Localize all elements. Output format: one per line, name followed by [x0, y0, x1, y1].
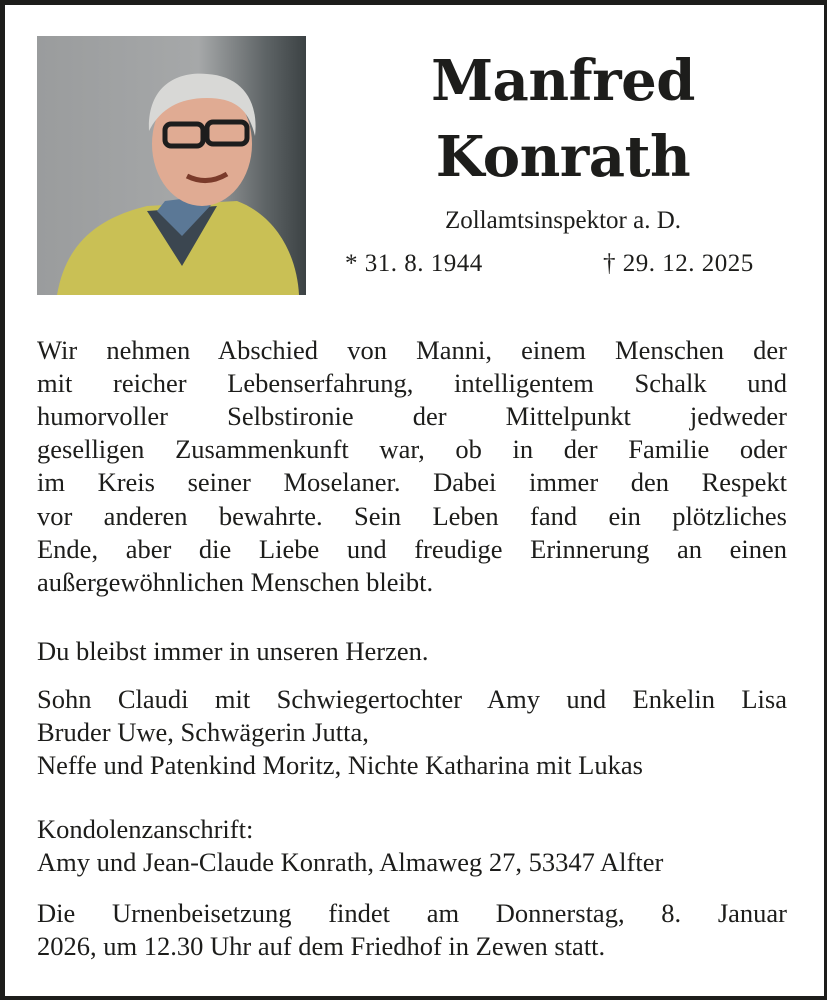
- funeral-line: Die Urnenbeisetzung findet am Donnerstag, 8. Januar: [37, 898, 787, 928]
- tribute-line: außergewöhnlichen Menschen bleibt.: [37, 567, 434, 597]
- deceased-first-name: Manfred: [431, 48, 695, 114]
- tribute-line: Ende, aber die Liebe und freudige Erinnerung an einen: [37, 534, 787, 564]
- family-line: Bruder Uwe, Schwägerin Jutta,: [37, 717, 369, 747]
- condolence-address: Amy und Jean-Claude Konrath, Almaweg 27, 53347 Alfter: [37, 847, 664, 877]
- family-line: Sohn Claudi mit Schwiegertochter Amy und Enkelin Lisa: [37, 684, 787, 714]
- portrait-photo: [37, 36, 306, 295]
- family-line: Neffe und Patenkind Moritz, Nichte Katharina mit Lukas: [37, 750, 643, 780]
- death-date: † 29. 12. 2025: [603, 250, 754, 277]
- motto: Du bleibst immer in unseren Herzen.: [37, 636, 429, 666]
- tribute-line: vor anderen bewahrte. Sein Leben fand ein plötzliches: [37, 501, 787, 531]
- condolence-label: Kondolenzanschrift:: [37, 814, 254, 844]
- tribute-line: mit reicher Lebenserfahrung, intelligentem Schalk und: [37, 368, 787, 398]
- tribute-line: Wir nehmen Abschied von Manni, einem Menschen der: [37, 335, 787, 365]
- deceased-title: Zollamtsinspektor a. D.: [444, 207, 682, 234]
- funeral-line: 2026, um 12.30 Uhr auf dem Friedhof in Zewen statt.: [37, 931, 606, 961]
- tribute-line: humorvoller Selbstironie der Mittelpunkt jedweder: [37, 401, 787, 431]
- birth-date: * 31. 8. 1944: [345, 250, 483, 277]
- tribute-line: geselligen Zusammenkunft war, ob in der Familie oder: [37, 434, 787, 464]
- deceased-last-name: Konrath: [435, 124, 691, 190]
- tribute-line: im Kreis seiner Moselaner. Dabei immer den Respekt: [37, 467, 787, 497]
